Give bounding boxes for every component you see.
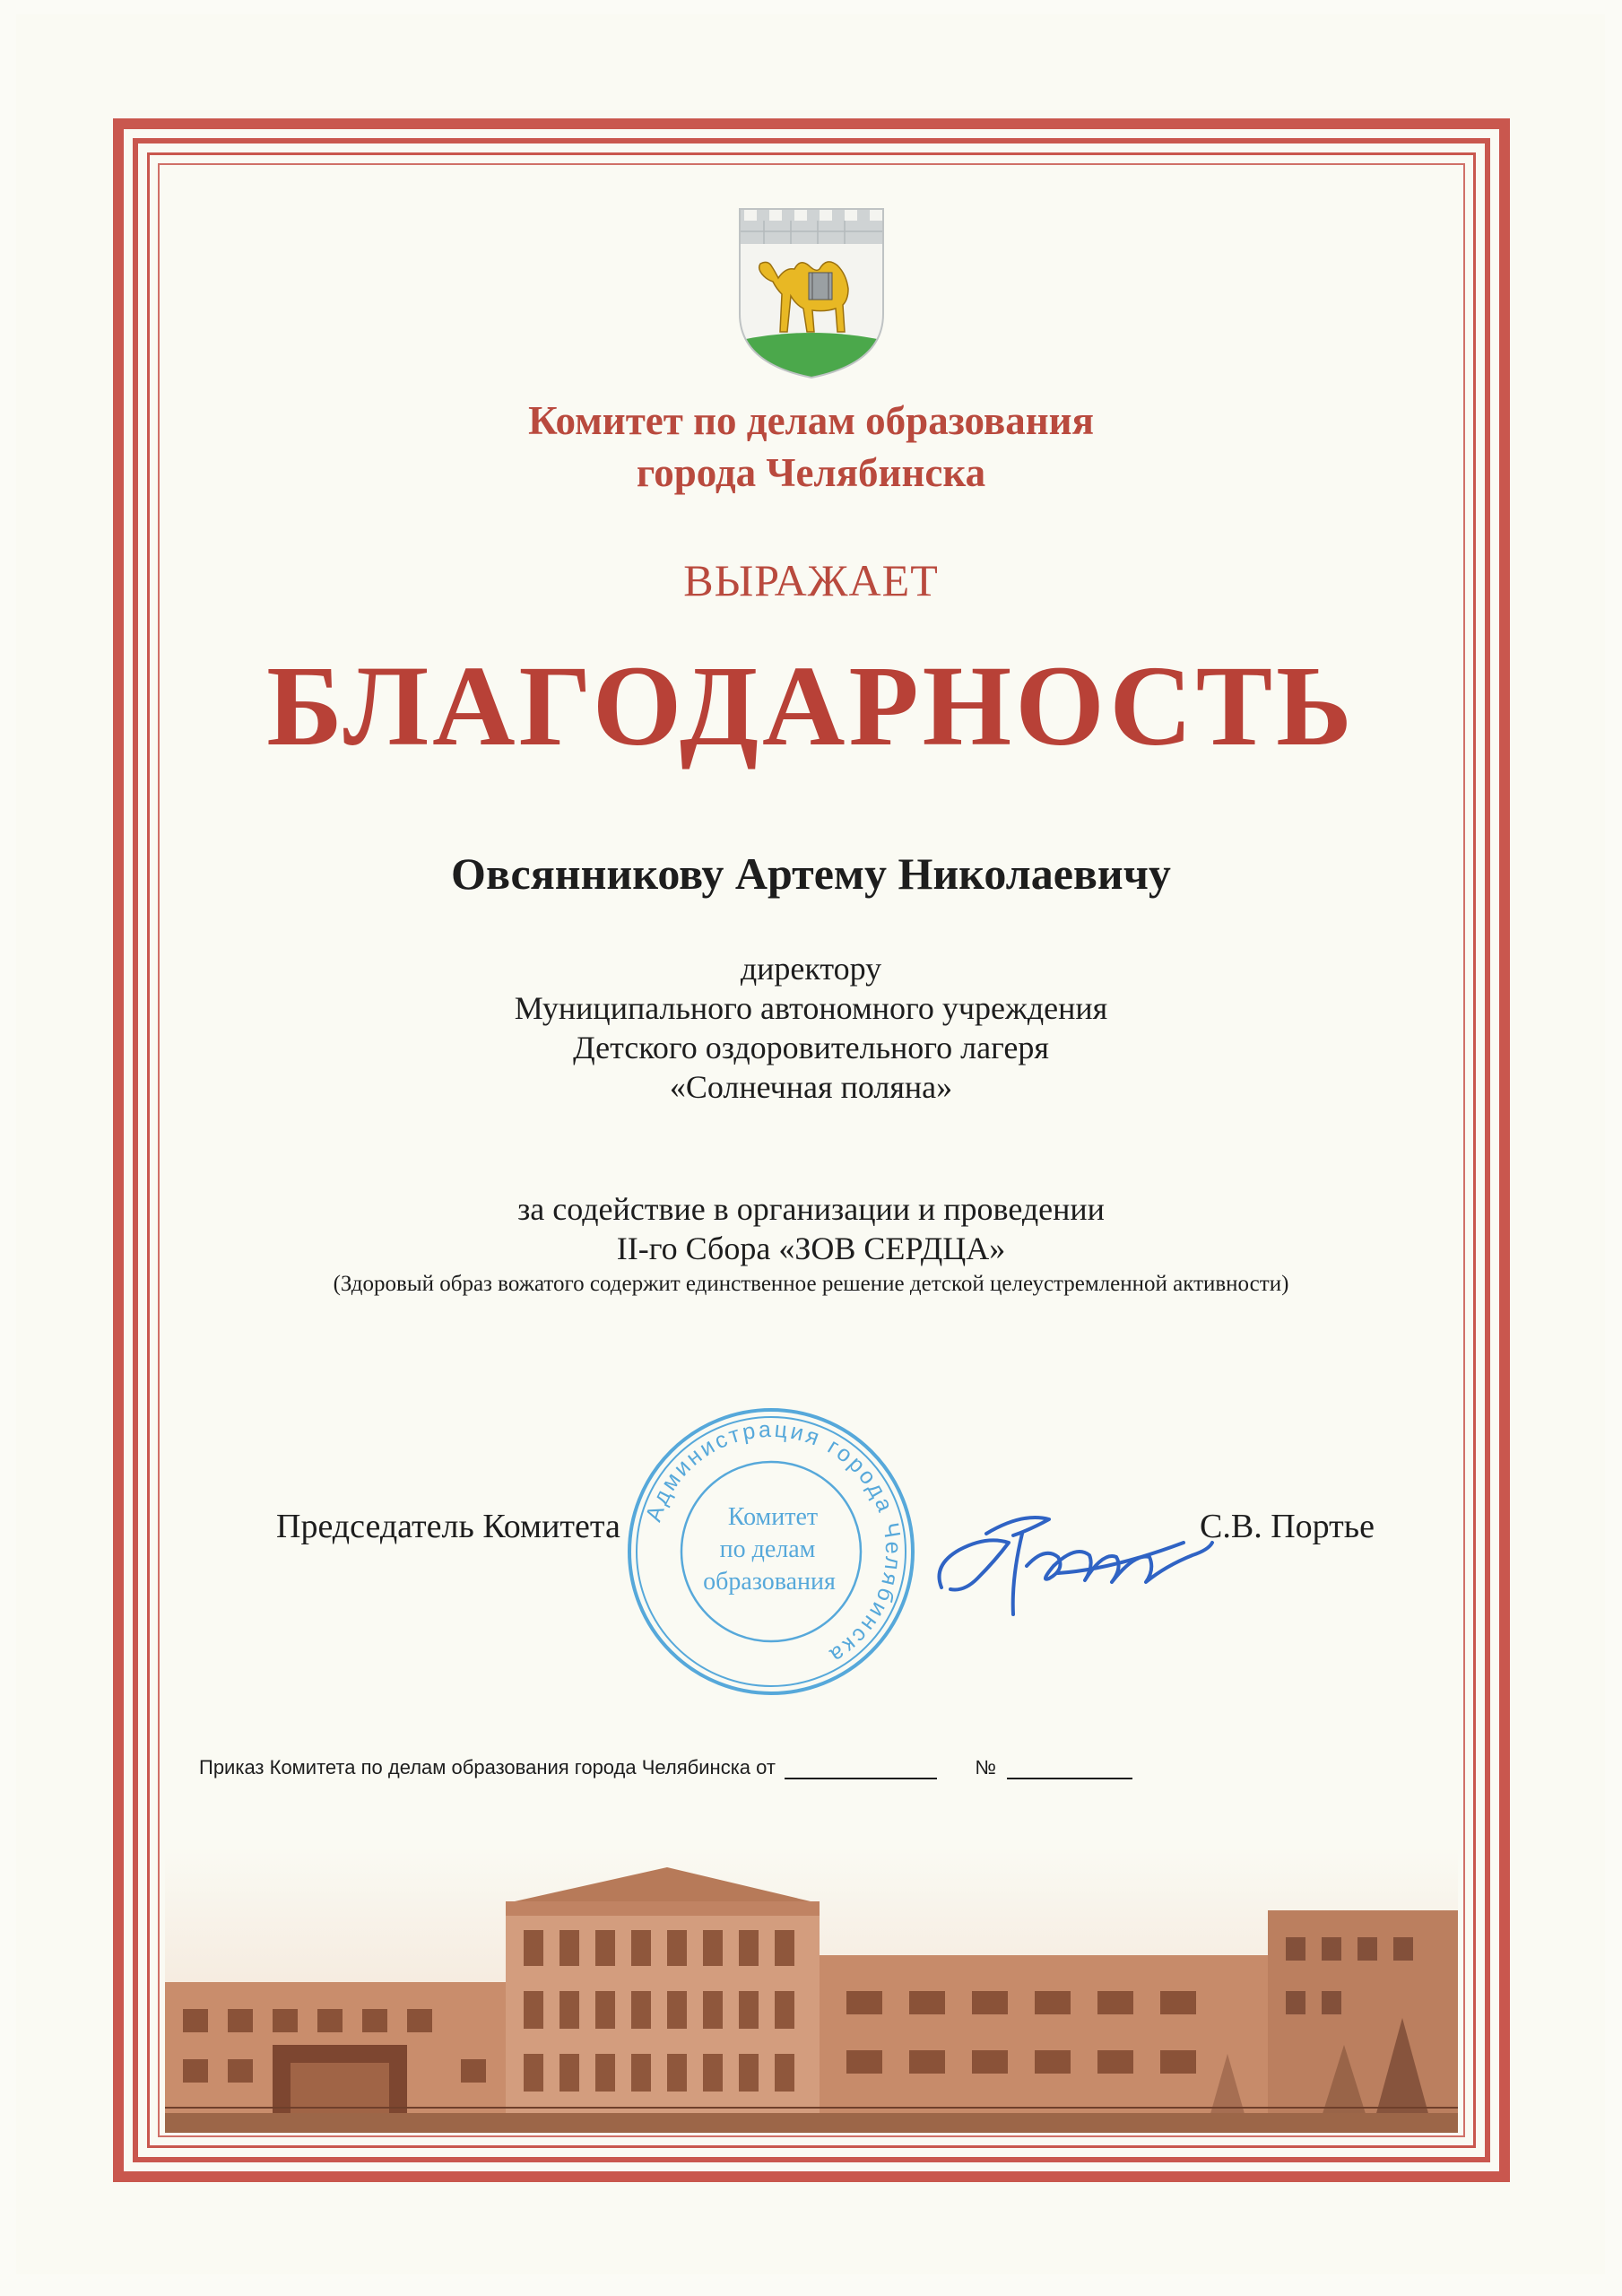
chelyabinsk-coat-of-arms-icon — [737, 206, 886, 380]
order-number-blank — [1007, 1758, 1132, 1779]
school-building-illustration — [165, 1848, 1458, 2133]
position-line: Детского оздоровительного лагеря — [573, 1030, 1049, 1065]
stamp-center-line: Комитет — [727, 1503, 819, 1531]
gratitude-heading: БЛАГОДАРНОСТЬ — [266, 642, 1356, 770]
order-reference — [199, 1756, 1132, 1779]
stamp-center-line: образования — [703, 1568, 836, 1596]
reason-line: за содействие в организации и проведении — [517, 1191, 1105, 1227]
event-motto: (Здоровый образ вожатого содержит единственное решение детской целеустремленной активности) — [333, 1272, 1289, 1296]
recipient-position — [0, 949, 1622, 1107]
committee-name — [0, 395, 1622, 499]
expresses-label: ВЫРАЖАЕТ — [683, 555, 939, 605]
signatory-name: С.В. Портье — [1200, 1508, 1375, 1545]
stamp-center-line: по делам — [719, 1535, 816, 1563]
order-text: Приказ Комитета по делам образования города Челябинска от — [199, 1756, 776, 1779]
signatory-title: Председатель Комитета — [276, 1508, 620, 1545]
order-date-blank — [785, 1758, 937, 1779]
award-reason — [0, 1189, 1622, 1268]
handwritten-signature-icon — [924, 1480, 1219, 1632]
position-line: «Солнечная поляна» — [669, 1069, 953, 1105]
position-line: директору — [740, 951, 882, 987]
committee-line-2: города Челябинска — [636, 450, 986, 495]
reason-line: II-го Сбора «ЗОВ СЕРДЦА» — [616, 1231, 1006, 1266]
stamp-ring-text: Администрация города Челябинска — [640, 1416, 906, 1670]
position-line: Муниципального автономного учреждения — [514, 990, 1108, 1026]
committee-line-1: Комитет по делам образования — [528, 398, 1094, 443]
official-stamp-icon — [619, 1399, 924, 1704]
order-number-label: № — [975, 1756, 996, 1779]
recipient-name: Овсянникову Артему Николаевичу — [451, 848, 1171, 899]
